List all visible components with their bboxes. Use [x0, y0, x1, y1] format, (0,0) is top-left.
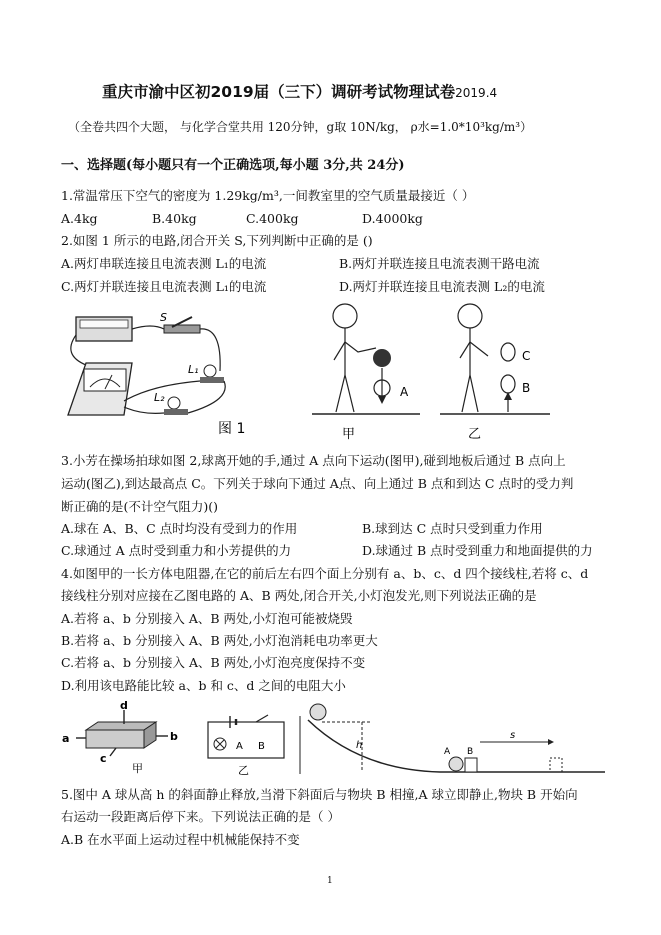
q4-option-d: D.利用该电路能比较 a、b 和 c、d 之间的电阻大小 — [61, 678, 346, 693]
q3-option-c: C.球通过 A 点时受到重力和小芳提供的力 — [61, 543, 292, 558]
section-heading: 一、选择题(每小题只有一个正确选项,每小题 3分,共 24分) — [61, 158, 405, 173]
q2-option-d: D.两灯并联连接且电流表测 L₂的电流 — [339, 279, 545, 294]
q5-line-2: 右运动一段距离后停下来。下列说法正确的是（ ） — [61, 809, 340, 824]
ball-a-label: A — [444, 747, 451, 757]
title-text: 重庆市渝中区初2019届（三下）调研考试物理试卷 — [102, 83, 456, 101]
q1-option-d: D.4000kg — [362, 211, 423, 226]
q4-option-b: B.若将 a、b 分别接入 A、B 两处,小灯泡消耗电功率更大 — [61, 633, 378, 648]
page-title — [102, 84, 497, 101]
resistor-slope-figure — [60, 700, 605, 780]
q3-line-3: 断正确的是(不计空气阻力)() — [61, 499, 219, 514]
q4-line-1: 4.如图甲的一长方体电阻器,在它的前后左右四个面上分别有 a、b、c、d 四个接线柱,若将 c、d — [61, 566, 589, 581]
point-a-label: A — [400, 385, 409, 399]
circuit-b-label: B — [258, 741, 265, 752]
page-number: 1 — [327, 876, 333, 886]
q3-option-d: D.球通过 B 点时受到重力和地面提供的力 — [362, 543, 593, 558]
exam-note: （全卷共四个大题， 与化学合堂共用 120分钟，g取 10N/kg， ρ水=1.0*10³kg/m³） — [68, 120, 533, 134]
figure-yi-label: 乙 — [468, 427, 482, 442]
q3-option-a: A.球在 A、B、C 点时均没有受到力的作用 — [61, 521, 298, 536]
q3-line-1: 3.小芳在操场拍球如图 2,球离开她的手,通过 A 点向下运动(图甲),碰到地板后通过 B 点向上 — [61, 453, 566, 468]
bulb-l2-label: L₂ — [154, 391, 165, 404]
distance-s-label: s — [510, 730, 516, 741]
q1-option-b: B.40kg — [152, 211, 197, 226]
q1-option-a: A.4kg — [61, 211, 98, 226]
point-b-label: B — [522, 381, 531, 395]
terminal-d-label: d — [120, 700, 128, 712]
ball-figure — [310, 300, 570, 450]
terminal-b-label: b — [170, 730, 178, 743]
q4-line-2: 接线柱分别对应接在乙图电路的 A、B 两处,闭合开关,小灯泡发光,则下列说法正确的是 — [61, 588, 537, 603]
switch-label: S — [160, 311, 167, 324]
q1-option-c: C.400kg — [246, 211, 299, 226]
figure-jia-label: 甲 — [342, 427, 356, 442]
q3-option-b: B.球到达 C 点时只受到重力作用 — [362, 521, 543, 536]
height-h-label: h — [356, 740, 363, 751]
title-date: 2019.4 — [455, 86, 498, 100]
fig3-yi-label: 乙 — [238, 764, 249, 777]
q2-stem: 2.如图 1 所示的电路,闭合开关 S,下列判断中正确的是 () — [61, 233, 373, 248]
bulb-l1-label: L₁ — [188, 363, 199, 376]
terminal-c-label: c — [100, 752, 107, 765]
block-b-label: B — [467, 747, 474, 757]
q3-line-2: 运动(图乙),到达最高点 C。下列关于球向下通过 A点、向上通过 B 点和到达 C 点时的受力判 — [61, 476, 574, 491]
q2-option-c: C.两灯并联连接且电流表测 L₁的电流 — [61, 279, 267, 294]
circuit-figure — [62, 305, 262, 440]
q2-option-b: B.两灯并联连接且电流表测干路电流 — [339, 256, 540, 271]
figure-1-label: 图 1 — [218, 421, 246, 437]
q5-option-a: A.B 在水平面上运动过程中机械能保持不变 — [61, 832, 300, 847]
q5-line-1: 5.图中 A 球从高 h 的斜面静止释放,当滑下斜面后与物块 B 相撞,A 球立即静止,物块 B 开始向 — [61, 787, 578, 802]
q4-option-a: A.若将 a、b 分别接入 A、B 两处,小灯泡可能被烧毁 — [61, 611, 353, 626]
q1-stem: 1.常温常压下空气的密度为 1.29kg/m³,一间教室里的空气质量最接近（ ） — [61, 188, 475, 203]
q4-option-c: C.若将 a、b 分别接入 A、B 两处,小灯泡亮度保持不变 — [61, 655, 366, 670]
terminal-a-label: a — [62, 732, 70, 745]
fig3-jia-label: 甲 — [132, 762, 143, 775]
circuit-a-label: A — [236, 741, 243, 752]
point-c-label: C — [522, 349, 531, 363]
q2-option-a: A.两灯串联连接且电流表测 L₁的电流 — [61, 256, 267, 271]
